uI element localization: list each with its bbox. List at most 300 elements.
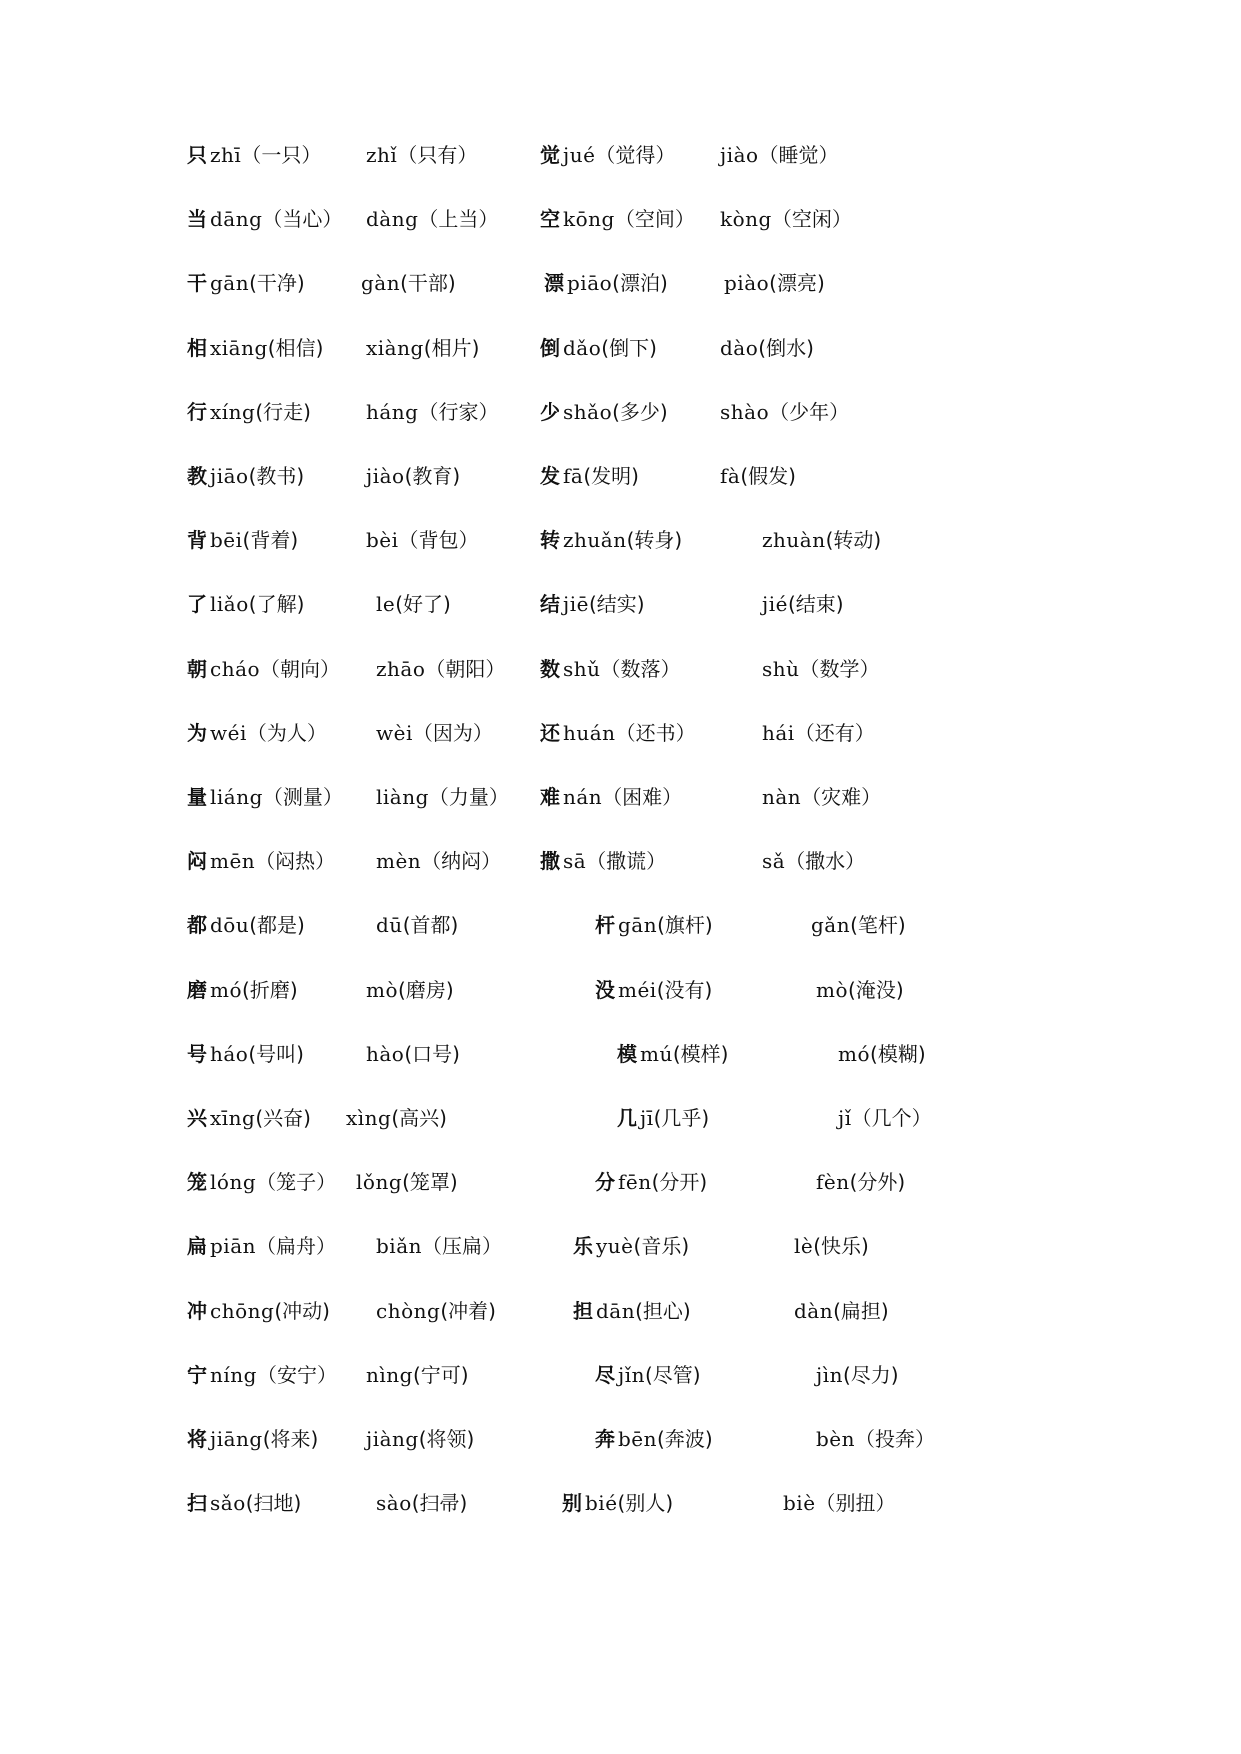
pinyin: sā bbox=[563, 849, 587, 873]
pinyin: cháo bbox=[210, 657, 261, 681]
pinyin: chòng bbox=[376, 1299, 441, 1323]
example-word: (转动) bbox=[825, 528, 882, 552]
polyphone-right-reading-1 bbox=[540, 847, 666, 875]
polyphone-left-reading-2 bbox=[366, 398, 499, 426]
polyphone-right-reading-1 bbox=[540, 526, 682, 554]
pinyin: lóng bbox=[210, 1170, 257, 1194]
example-word: (干净) bbox=[249, 271, 305, 295]
polyphone-right-reading-2 bbox=[783, 1489, 896, 1517]
example-word: （行家） bbox=[418, 400, 499, 424]
character: 教 bbox=[187, 464, 207, 488]
pinyin: jī bbox=[640, 1106, 654, 1130]
polyphone-left-reading-2 bbox=[376, 911, 458, 939]
character: 别 bbox=[562, 1491, 582, 1515]
polyphone-left-reading-1 bbox=[187, 911, 305, 939]
example-word: （扁舟） bbox=[256, 1234, 337, 1258]
example-word: （背包） bbox=[398, 528, 479, 552]
polyphone-left-reading-2 bbox=[361, 269, 456, 297]
pinyin: jiāng bbox=[210, 1427, 263, 1451]
pinyin: háo bbox=[210, 1042, 249, 1066]
pinyin: nàn bbox=[762, 785, 802, 809]
pinyin: dào bbox=[720, 336, 759, 360]
polyphone-right-reading-2 bbox=[838, 1104, 932, 1132]
pinyin: wèi bbox=[376, 721, 413, 745]
character: 为 bbox=[187, 721, 207, 745]
polyphone-left-reading-2 bbox=[366, 1040, 460, 1068]
pinyin: shào bbox=[720, 400, 770, 424]
example-word: （笼子） bbox=[256, 1170, 337, 1194]
pinyin: sǎo bbox=[210, 1491, 246, 1515]
example-word: (相信) bbox=[267, 336, 324, 360]
pinyin: dōu bbox=[210, 913, 250, 937]
pinyin: jiào bbox=[720, 143, 759, 167]
polyphone-left-reading-2 bbox=[376, 783, 509, 811]
character: 杆 bbox=[595, 913, 615, 937]
character: 数 bbox=[540, 657, 560, 681]
pinyin: sào bbox=[376, 1491, 412, 1515]
polyphone-right-reading-2 bbox=[720, 141, 839, 169]
pinyin: mó bbox=[210, 978, 243, 1002]
polyphone-right-reading-2 bbox=[720, 334, 814, 362]
pinyin: méi bbox=[618, 978, 657, 1002]
polyphone-left-reading-2 bbox=[376, 847, 501, 875]
pinyin: wéi bbox=[210, 721, 247, 745]
example-word: （少年） bbox=[769, 400, 850, 424]
polyphone-right-reading-2 bbox=[816, 1361, 899, 1389]
polyphone-left-reading-1 bbox=[187, 655, 340, 683]
polyphone-right-reading-1 bbox=[540, 141, 675, 169]
example-word: （只有） bbox=[397, 143, 478, 167]
character: 笼 bbox=[187, 1170, 207, 1194]
polyphone-left-reading-2 bbox=[376, 655, 505, 683]
example-word: (结实) bbox=[588, 592, 645, 616]
pinyin: piào bbox=[724, 271, 770, 295]
example-word: (口号) bbox=[404, 1042, 460, 1066]
polyphone-right-reading-2 bbox=[720, 398, 849, 426]
example-word: (发明) bbox=[583, 464, 639, 488]
polyphone-right-reading-2 bbox=[762, 526, 881, 554]
character: 乐 bbox=[573, 1234, 593, 1258]
example-word: (笔杆) bbox=[850, 913, 906, 937]
polyphone-left-reading-1 bbox=[187, 1361, 337, 1389]
pinyin: jiào bbox=[366, 464, 405, 488]
polyphone-right-reading-2 bbox=[811, 911, 906, 939]
pinyin: piān bbox=[210, 1234, 257, 1258]
character: 相 bbox=[187, 336, 207, 360]
character: 转 bbox=[540, 528, 560, 552]
character: 奔 bbox=[595, 1427, 615, 1451]
example-word: (了解) bbox=[248, 592, 305, 616]
polyphone-left-reading-2 bbox=[356, 1168, 458, 1196]
polyphone-left-reading-2 bbox=[366, 1425, 474, 1453]
polyphone-left-reading-2 bbox=[346, 1104, 447, 1132]
polyphone-right-reading-2 bbox=[762, 655, 880, 683]
character: 量 bbox=[187, 785, 207, 809]
character: 号 bbox=[187, 1042, 207, 1066]
polyphone-right-reading-1 bbox=[595, 1361, 701, 1389]
example-word: （朝阳） bbox=[425, 657, 506, 681]
pinyin: dān bbox=[596, 1299, 636, 1323]
pinyin: biè bbox=[783, 1491, 816, 1515]
example-word: （灾难） bbox=[801, 785, 882, 809]
example-word: (磨房) bbox=[398, 978, 454, 1002]
polyphone-left-reading-2 bbox=[366, 526, 479, 554]
pinyin: lè bbox=[794, 1234, 814, 1258]
polyphone-left-reading-1 bbox=[187, 398, 311, 426]
polyphone-right-reading-1 bbox=[617, 1104, 709, 1132]
pinyin: gǎn bbox=[811, 913, 851, 937]
character: 分 bbox=[595, 1170, 615, 1194]
example-word: (模糊) bbox=[870, 1042, 926, 1066]
example-word: (扫地) bbox=[245, 1491, 302, 1515]
polyphone-right-reading-1 bbox=[595, 976, 712, 1004]
pinyin: xìng bbox=[346, 1106, 392, 1130]
pinyin: gān bbox=[210, 271, 250, 295]
pinyin: hái bbox=[762, 721, 795, 745]
example-word: （一只） bbox=[241, 143, 322, 167]
example-word: （当心） bbox=[262, 207, 343, 231]
example-word: (兴奋) bbox=[255, 1106, 311, 1130]
polyphone-left-reading-1 bbox=[187, 1168, 336, 1196]
pinyin: jiàng bbox=[366, 1427, 419, 1451]
polyphone-right-reading-1 bbox=[540, 462, 639, 490]
pinyin: liáng bbox=[210, 785, 263, 809]
polyphone-right-reading-2 bbox=[816, 976, 904, 1004]
pinyin: mò bbox=[366, 978, 399, 1002]
example-word: (假发) bbox=[740, 464, 796, 488]
polyphone-right-reading-1 bbox=[540, 205, 695, 233]
polyphone-right-reading-2 bbox=[816, 1425, 935, 1453]
polyphone-right-reading-2 bbox=[762, 719, 875, 747]
example-word: (都是) bbox=[249, 913, 305, 937]
example-word: (淹没) bbox=[848, 978, 904, 1002]
character: 了 bbox=[187, 592, 207, 616]
polyphone-right-reading-2 bbox=[720, 205, 852, 233]
polyphone-right-reading-1 bbox=[617, 1040, 728, 1068]
example-word: (冲动) bbox=[274, 1299, 330, 1323]
pinyin: mēn bbox=[210, 849, 256, 873]
example-word: (号叫) bbox=[248, 1042, 304, 1066]
example-word: (教育) bbox=[404, 464, 461, 488]
polyphone-left-reading-1 bbox=[187, 1489, 301, 1517]
example-word: (分开) bbox=[651, 1170, 708, 1194]
pinyin: dàng bbox=[366, 207, 419, 231]
polyphone-right-reading-2 bbox=[762, 847, 865, 875]
example-word: (倒水) bbox=[758, 336, 814, 360]
pinyin: liàng bbox=[376, 785, 429, 809]
polyphone-right-reading-1 bbox=[540, 719, 696, 747]
pinyin: hào bbox=[366, 1042, 405, 1066]
example-word: (首都) bbox=[402, 913, 459, 937]
pinyin: nán bbox=[563, 785, 603, 809]
polyphone-left-reading-1 bbox=[187, 590, 304, 618]
pinyin: kōng bbox=[563, 207, 615, 231]
polyphone-left-reading-1 bbox=[187, 1232, 336, 1260]
example-word: (模样) bbox=[672, 1042, 729, 1066]
character: 漂 bbox=[544, 271, 564, 295]
example-word: (将来) bbox=[262, 1427, 319, 1451]
pinyin: mò bbox=[816, 978, 849, 1002]
character: 几 bbox=[617, 1106, 637, 1130]
example-word: （撒谎） bbox=[586, 849, 667, 873]
pinyin: zhuàn bbox=[762, 528, 826, 552]
example-word: (好了) bbox=[395, 592, 451, 616]
polyphone-right-reading-1 bbox=[595, 911, 713, 939]
character: 空 bbox=[540, 207, 560, 231]
pinyin: liǎo bbox=[210, 592, 249, 616]
example-word: (扫帚) bbox=[411, 1491, 468, 1515]
pinyin: xīng bbox=[210, 1106, 256, 1130]
example-word: （闷热） bbox=[255, 849, 336, 873]
pinyin: yuè bbox=[596, 1234, 634, 1258]
example-word: (快乐) bbox=[813, 1234, 869, 1258]
polyphone-left-reading-1 bbox=[187, 1425, 318, 1453]
character: 少 bbox=[540, 400, 560, 424]
example-word: （觉得） bbox=[595, 143, 676, 167]
example-word: (扁担) bbox=[833, 1299, 889, 1323]
example-word: （撒水） bbox=[785, 849, 866, 873]
polyphone-left-reading-2 bbox=[366, 976, 454, 1004]
polyphone-left-reading-1 bbox=[187, 1297, 330, 1325]
pinyin: xíng bbox=[210, 400, 256, 424]
character: 难 bbox=[540, 785, 560, 809]
example-word: (音乐) bbox=[633, 1234, 690, 1258]
polyphone-right-reading-1 bbox=[573, 1297, 691, 1325]
example-word: (结束) bbox=[787, 592, 844, 616]
character: 扫 bbox=[187, 1491, 207, 1515]
polyphone-right-reading-2 bbox=[838, 1040, 926, 1068]
pinyin: shǎo bbox=[563, 400, 613, 424]
polyphone-right-reading-2 bbox=[724, 269, 825, 297]
character: 倒 bbox=[540, 336, 560, 360]
character: 结 bbox=[540, 592, 560, 616]
example-word: (担心) bbox=[635, 1299, 691, 1323]
character: 宁 bbox=[187, 1363, 207, 1387]
example-word: (别人) bbox=[617, 1491, 674, 1515]
polyphone-right-reading-1 bbox=[595, 1168, 707, 1196]
character: 扁 bbox=[187, 1234, 207, 1258]
example-word: (宁可) bbox=[412, 1363, 469, 1387]
polyphone-left-reading-2 bbox=[376, 1297, 496, 1325]
pinyin: xiàng bbox=[366, 336, 424, 360]
polyphone-right-reading-1 bbox=[540, 590, 645, 618]
character: 尽 bbox=[595, 1363, 615, 1387]
polyphone-left-reading-1 bbox=[187, 1040, 304, 1068]
polyphone-left-reading-1 bbox=[187, 462, 304, 490]
character: 撒 bbox=[540, 849, 560, 873]
polyphone-right-reading-1 bbox=[573, 1232, 689, 1260]
character: 朝 bbox=[187, 657, 207, 681]
polyphone-left-reading-1 bbox=[187, 719, 327, 747]
example-word: （空闲） bbox=[771, 207, 852, 231]
example-word: (相片) bbox=[423, 336, 480, 360]
example-word: （安宁） bbox=[256, 1363, 337, 1387]
example-word: (冲着) bbox=[440, 1299, 496, 1323]
polyphone-left-reading-1 bbox=[187, 976, 298, 1004]
example-word: (漂亮) bbox=[769, 271, 825, 295]
polyphone-left-reading-2 bbox=[376, 590, 451, 618]
pinyin: jìn bbox=[816, 1363, 843, 1387]
polyphone-right-reading-2 bbox=[720, 462, 796, 490]
example-word: (奔波) bbox=[657, 1427, 713, 1451]
character: 都 bbox=[187, 913, 207, 937]
example-word: (分外) bbox=[849, 1170, 906, 1194]
pinyin: xiāng bbox=[210, 336, 268, 360]
polyphone-left-reading-2 bbox=[376, 719, 493, 747]
example-word: (倒下) bbox=[601, 336, 657, 360]
example-word: (教书) bbox=[248, 464, 305, 488]
pinyin: fèn bbox=[816, 1170, 850, 1194]
pinyin: zhǐ bbox=[366, 143, 398, 167]
polyphone-left-reading-1 bbox=[187, 141, 321, 169]
example-word: （数落） bbox=[600, 657, 681, 681]
polyphone-right-reading-2 bbox=[762, 590, 844, 618]
pinyin: shù bbox=[762, 657, 800, 681]
character: 干 bbox=[187, 271, 207, 295]
pinyin: zhuǎn bbox=[563, 528, 627, 552]
pinyin: dàn bbox=[794, 1299, 834, 1323]
example-word: (多少) bbox=[612, 400, 668, 424]
polyphone-left-reading-1 bbox=[187, 334, 323, 362]
example-word: (尽管) bbox=[644, 1363, 701, 1387]
polyphone-left-reading-1 bbox=[187, 205, 342, 233]
pinyin: kòng bbox=[720, 207, 772, 231]
character: 闷 bbox=[187, 849, 207, 873]
character: 将 bbox=[187, 1427, 207, 1451]
example-word: （为人） bbox=[246, 721, 327, 745]
example-word: (行走) bbox=[255, 400, 311, 424]
example-word: (没有) bbox=[656, 978, 713, 1002]
pinyin: háng bbox=[366, 400, 419, 424]
polyphone-right-reading-2 bbox=[762, 783, 881, 811]
example-word: (干部) bbox=[400, 271, 456, 295]
pinyin: bèn bbox=[816, 1427, 856, 1451]
character: 当 bbox=[187, 207, 207, 231]
example-word: （测量） bbox=[262, 785, 343, 809]
polyphone-left-reading-1 bbox=[187, 783, 343, 811]
example-word: （投奔） bbox=[855, 1427, 936, 1451]
polyphone-right-reading-2 bbox=[794, 1297, 889, 1325]
example-word: (尽力) bbox=[842, 1363, 899, 1387]
character: 担 bbox=[573, 1299, 593, 1323]
polyphone-left-reading-2 bbox=[366, 462, 460, 490]
example-word: （睡觉） bbox=[758, 143, 839, 167]
polyphone-right-reading-1 bbox=[540, 655, 681, 683]
pinyin: jǐn bbox=[618, 1363, 645, 1387]
example-word: （纳闷） bbox=[421, 849, 502, 873]
pinyin: zhāo bbox=[376, 657, 426, 681]
pinyin: mó bbox=[838, 1042, 871, 1066]
pinyin: le bbox=[376, 592, 396, 616]
polyphone-right-reading-1 bbox=[540, 398, 668, 426]
character: 背 bbox=[187, 528, 207, 552]
pinyin: gān bbox=[618, 913, 658, 937]
polyphone-left-reading-2 bbox=[366, 334, 479, 362]
example-word: (背着) bbox=[242, 528, 299, 552]
example-word: （别扭） bbox=[815, 1491, 896, 1515]
pinyin: lǒng bbox=[356, 1170, 403, 1194]
example-word: (转身) bbox=[626, 528, 683, 552]
example-word: （因为） bbox=[412, 721, 493, 745]
pinyin: huán bbox=[563, 721, 616, 745]
pinyin: dū bbox=[376, 913, 403, 937]
character: 磨 bbox=[187, 978, 207, 1002]
pinyin: jué bbox=[563, 143, 596, 167]
pinyin: sǎ bbox=[762, 849, 786, 873]
polyphone-left-reading-1 bbox=[187, 526, 298, 554]
pinyin: bié bbox=[585, 1491, 618, 1515]
pinyin: fā bbox=[563, 464, 584, 488]
example-word: （上当） bbox=[418, 207, 499, 231]
example-word: (漂泊) bbox=[612, 271, 668, 295]
polyphone-left-reading-1 bbox=[187, 847, 335, 875]
pinyin: dǎo bbox=[563, 336, 602, 360]
example-word: （几个） bbox=[851, 1106, 932, 1130]
pinyin: gàn bbox=[361, 271, 401, 295]
pinyin: mú bbox=[640, 1042, 673, 1066]
example-word: （困难） bbox=[602, 785, 683, 809]
pinyin: dāng bbox=[210, 207, 263, 231]
polyphone-left-reading-2 bbox=[366, 205, 498, 233]
polyphone-right-reading-1 bbox=[544, 269, 668, 297]
pinyin: chōng bbox=[210, 1299, 275, 1323]
polyphone-left-reading-1 bbox=[187, 269, 305, 297]
pinyin: fēn bbox=[618, 1170, 652, 1194]
polyphone-right-reading-2 bbox=[816, 1168, 905, 1196]
example-word: (旗杆) bbox=[657, 913, 713, 937]
pinyin: piāo bbox=[567, 271, 613, 295]
polyphone-right-reading-1 bbox=[595, 1425, 713, 1453]
polyphone-left-reading-2 bbox=[366, 1361, 469, 1389]
pinyin: fà bbox=[720, 464, 741, 488]
example-word: （压扁） bbox=[422, 1234, 503, 1258]
pinyin: biǎn bbox=[376, 1234, 423, 1258]
character: 行 bbox=[187, 400, 207, 424]
polyphone-left-reading-1 bbox=[187, 1104, 311, 1132]
example-word: (几乎) bbox=[653, 1106, 710, 1130]
polyphone-right-reading-2 bbox=[794, 1232, 869, 1260]
character: 兴 bbox=[187, 1106, 207, 1130]
character: 觉 bbox=[540, 143, 560, 167]
pinyin: bēn bbox=[618, 1427, 658, 1451]
pinyin: jiāo bbox=[210, 464, 249, 488]
pinyin: mèn bbox=[376, 849, 422, 873]
character: 只 bbox=[187, 143, 207, 167]
pinyin: jié bbox=[762, 592, 788, 616]
character: 发 bbox=[540, 464, 560, 488]
example-word: (笼罩) bbox=[402, 1170, 458, 1194]
example-word: （数学） bbox=[799, 657, 880, 681]
pinyin: bēi bbox=[210, 528, 243, 552]
pinyin: shǔ bbox=[563, 657, 601, 681]
polyphone-right-reading-1 bbox=[540, 783, 682, 811]
pinyin: níng bbox=[210, 1363, 257, 1387]
pinyin: nìng bbox=[366, 1363, 413, 1387]
polyphone-right-reading-1 bbox=[540, 334, 657, 362]
example-word: （力量） bbox=[428, 785, 509, 809]
example-word: (将领) bbox=[418, 1427, 475, 1451]
pinyin: bèi bbox=[366, 528, 399, 552]
example-word: (折磨) bbox=[242, 978, 298, 1002]
example-word: （还书） bbox=[615, 721, 696, 745]
example-word: （还有） bbox=[794, 721, 875, 745]
character: 还 bbox=[540, 721, 560, 745]
polyphone-right-reading-1 bbox=[562, 1489, 673, 1517]
polyphone-left-reading-2 bbox=[376, 1232, 502, 1260]
example-word: （空间） bbox=[614, 207, 695, 231]
character: 模 bbox=[617, 1042, 637, 1066]
example-word: (高兴) bbox=[391, 1106, 447, 1130]
